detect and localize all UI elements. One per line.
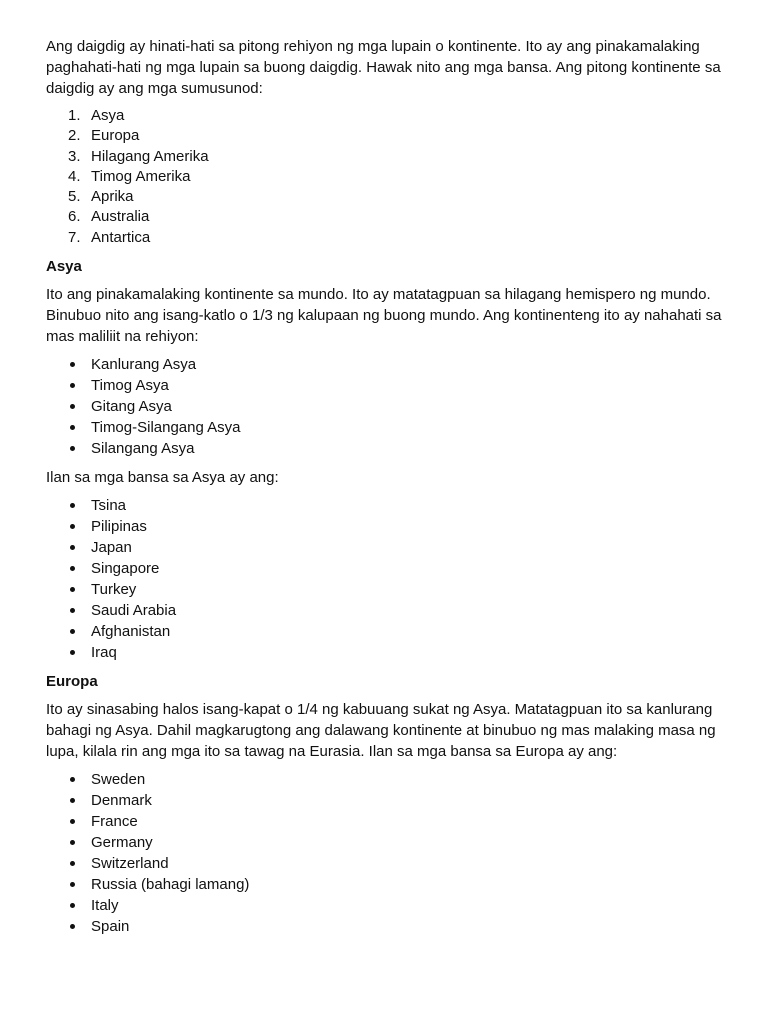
bullet-icon — [70, 446, 75, 451]
list-item-label: France — [91, 813, 138, 831]
list-item-label: Turkey — [91, 581, 137, 599]
list-item-label: Silangang Asya — [91, 440, 195, 458]
list-item — [46, 516, 736, 537]
list-number: 3. — [68, 147, 81, 165]
bullet-icon — [70, 924, 75, 929]
intro-paragraph: Ang daigdig ay hinati-hati sa pitong rehiyon ng mga lupain o kontinente. Ito ay ang pinakamalaking paghahati-hati ng mga lupain sa buong daigdig. Hawak nito ang mga bansa. Ang pitong kontinente sa daigdig ay ang mga sumusunod: — [46, 38, 721, 97]
list-number: 2. — [68, 127, 81, 145]
list-item — [46, 874, 736, 895]
bullet-icon — [70, 404, 75, 409]
bullet-icon — [70, 545, 75, 550]
list-item — [46, 895, 736, 916]
list-item-label: Timog Amerika — [91, 167, 191, 185]
list-item — [46, 811, 736, 832]
bullet-icon — [70, 503, 75, 508]
list-item — [46, 167, 736, 187]
list-item-label: Aprika — [91, 188, 134, 206]
list-item-label: Timog Asya — [91, 377, 169, 395]
list-item — [46, 790, 736, 811]
list-item — [46, 207, 736, 227]
list-item — [46, 853, 736, 874]
list-number: 4. — [68, 167, 81, 185]
asya-regions-list — [46, 354, 736, 459]
bullet-icon — [70, 362, 75, 367]
europa-paragraph: Ito ay sinasabing halos isang-kapat o 1/4 ng kabuuang sukat ng Asya. Matatagpuan ito sa kanlurang bahagi ng Asya. Dahil magkarugtong ang dalawang kontinente at binubuo ng mas malaking masa ng lupa, kilala rin ang mga ito sa tawag na Eurasia. Ilan sa mga bansa sa Europa ay ang: — [46, 701, 716, 761]
list-item — [46, 147, 736, 167]
bullet-icon — [70, 587, 75, 592]
list-item-label: Saudi Arabia — [91, 602, 177, 620]
list-item — [46, 832, 736, 853]
list-item-label: Kanlurang Asya — [91, 356, 197, 374]
list-item — [46, 916, 736, 937]
bullet-icon — [70, 798, 75, 803]
list-item-label: Europa — [91, 127, 140, 145]
list-item-label: Pilipinas — [91, 518, 147, 536]
asya-paragraph: Ito ang pinakamalaking kontinente sa mundo. Ito ay matatagpuan sa hilagang hemispero ng mundo. Binubuo nito ang isang-katlo o 1/3 ng kalupaan ng buong mundo. Ang kontinenteng ito ay nahahati sa mas maliliit na rehiyon: — [46, 286, 722, 346]
bullet-icon — [70, 425, 75, 430]
list-item — [46, 537, 736, 558]
list-item — [46, 375, 736, 396]
list-item-label: Gitang Asya — [91, 398, 172, 416]
list-item — [46, 558, 736, 579]
list-number: 5. — [68, 188, 81, 206]
list-item — [46, 621, 736, 642]
europa-countries-list — [46, 769, 736, 937]
list-item — [46, 579, 736, 600]
list-item — [46, 438, 736, 459]
list-item-label: Russia (bahagi lamang) — [91, 876, 250, 894]
list-item-label: Sweden — [91, 771, 146, 789]
bullet-icon — [70, 629, 75, 634]
list-item-label: Switzerland — [91, 855, 169, 873]
bullet-icon — [70, 840, 75, 845]
list-item-label: Denmark — [91, 792, 152, 810]
continents-list — [46, 106, 736, 248]
list-item — [46, 228, 736, 248]
list-item-label: Iraq — [91, 644, 117, 662]
list-item-label: Japan — [91, 539, 132, 557]
europa-heading: Europa — [46, 673, 98, 691]
bullet-icon — [70, 882, 75, 887]
bullet-icon — [70, 650, 75, 655]
list-item — [46, 396, 736, 417]
list-item — [46, 106, 736, 126]
list-item-label: Germany — [91, 834, 153, 852]
list-item — [46, 126, 736, 146]
list-item — [46, 354, 736, 375]
list-item-label: Asya — [91, 107, 125, 124]
list-item-label: Singapore — [91, 560, 160, 578]
list-item — [46, 187, 736, 207]
list-item — [46, 600, 736, 621]
bullet-icon — [70, 566, 75, 571]
list-item-label: Afghanistan — [91, 623, 171, 641]
bullet-icon — [70, 383, 75, 388]
list-item — [46, 769, 736, 790]
asya-countries-list — [46, 495, 736, 663]
bullet-icon — [70, 608, 75, 613]
bullet-icon — [70, 524, 75, 529]
list-item-label: Timog-Silangang Asya — [91, 419, 241, 437]
list-item-label: Tsina — [91, 497, 127, 515]
list-item-label: Italy — [91, 897, 119, 915]
bullet-icon — [70, 819, 75, 824]
bullet-icon — [70, 777, 75, 782]
list-item-label: Hilagang Amerika — [91, 147, 209, 165]
list-item — [46, 495, 736, 516]
asya-countries-intro: Ilan sa mga bansa sa Asya ay ang: — [46, 469, 279, 487]
list-number: 7. — [68, 228, 81, 246]
list-item-label: Australia — [91, 208, 150, 226]
list-item — [46, 417, 736, 438]
bullet-icon — [70, 903, 75, 908]
list-number: 6. — [68, 208, 81, 226]
list-item-label: Antartica — [91, 228, 151, 246]
list-number: 1. — [68, 107, 81, 124]
asya-heading: Asya — [46, 258, 82, 276]
list-item — [46, 642, 736, 663]
list-item-label: Spain — [91, 918, 130, 936]
bullet-icon — [70, 861, 75, 866]
document-page — [46, 36, 736, 937]
